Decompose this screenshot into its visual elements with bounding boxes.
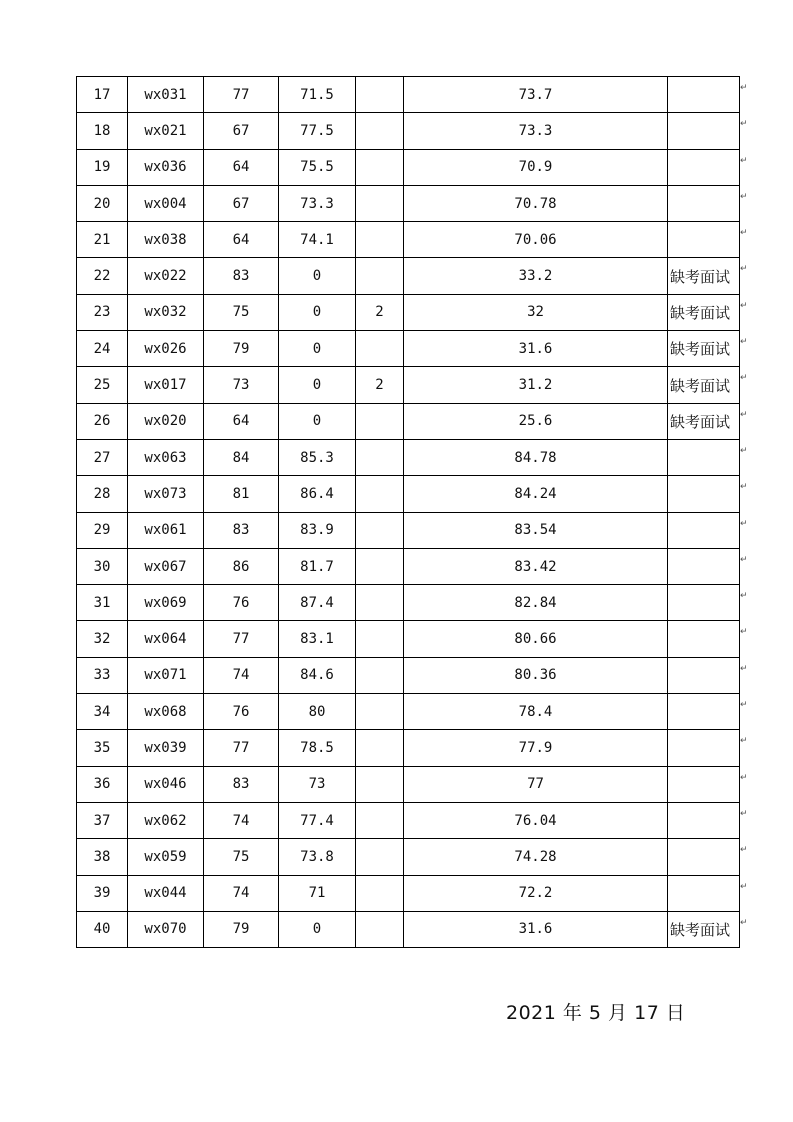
bonus-cell [356,548,404,584]
bonus-cell [356,875,404,911]
candidate-id-cell: wx061 [128,512,204,548]
table-row [77,331,740,367]
total-score-cell: 70.06 [404,222,668,258]
candidate-id-cell: wx062 [128,802,204,838]
row-number-cell: 34 [77,694,128,730]
paragraph-mark-icon: ↵ [740,772,748,783]
total-score-cell: 70.9 [404,149,668,185]
table-row [77,585,740,621]
row-number-cell: 22 [77,258,128,294]
interview-score-cell: 78.5 [279,730,356,766]
table-row [77,548,740,584]
written-score-cell: 86 [204,548,279,584]
total-score-cell: 32 [404,294,668,330]
table-row [77,694,740,730]
interview-score-cell: 0 [279,331,356,367]
paragraph-mark-icon: ↵ [740,808,748,819]
written-score-cell: 64 [204,403,279,439]
candidate-id-cell: wx067 [128,548,204,584]
paragraph-mark-icon: ↵ [740,736,748,747]
written-score-cell: 64 [204,222,279,258]
bonus-cell [356,185,404,221]
interview-score-cell: 87.4 [279,585,356,621]
bonus-cell [356,766,404,802]
interview-score-cell: 0 [279,403,356,439]
total-score-cell: 31.6 [404,911,668,947]
candidate-id-cell: wx021 [128,113,204,149]
paragraph-mark-icon: ↵ [740,482,748,493]
table-row [77,185,740,221]
table-row [77,766,740,802]
written-score-cell: 74 [204,802,279,838]
candidate-id-cell: wx059 [128,839,204,875]
total-score-cell: 33.2 [404,258,668,294]
table-row [77,258,740,294]
row-number-cell: 29 [77,512,128,548]
bonus-cell [356,585,404,621]
total-score-cell: 78.4 [404,694,668,730]
remark-cell [668,657,740,693]
paragraph-mark-icon: ↵ [740,627,748,638]
written-score-cell: 79 [204,331,279,367]
candidate-id-cell: wx020 [128,403,204,439]
interview-score-cell: 81.7 [279,548,356,584]
row-number-cell: 38 [77,839,128,875]
paragraph-mark-icon: ↵ [740,663,748,674]
table-row [77,839,740,875]
table-row [77,439,740,475]
row-number-cell: 28 [77,476,128,512]
row-number-cell: 27 [77,439,128,475]
interview-score-cell: 71.5 [279,77,356,113]
row-number-cell: 32 [77,621,128,657]
written-score-cell: 75 [204,294,279,330]
interview-score-cell: 83.9 [279,512,356,548]
remark-cell: 缺考面试 [668,911,740,947]
table-row [77,149,740,185]
paragraph-mark-icon: ↵ [740,554,748,565]
bonus-cell [356,621,404,657]
remark-cell [668,548,740,584]
paragraph-marks [740,76,754,947]
remark-cell: 缺考面试 [668,367,740,403]
table-row [77,657,740,693]
table-row [77,77,740,113]
bonus-cell [356,439,404,475]
document-date: 2021 年 5 月 17 日 [506,1002,686,1024]
total-score-cell: 73.3 [404,113,668,149]
bonus-cell [356,657,404,693]
interview-score-cell: 0 [279,367,356,403]
interview-score-cell: 77.5 [279,113,356,149]
remark-cell [668,875,740,911]
remark-cell [668,694,740,730]
written-score-cell: 76 [204,585,279,621]
interview-score-cell: 86.4 [279,476,356,512]
written-score-cell: 67 [204,113,279,149]
table-row [77,730,740,766]
written-score-cell: 83 [204,258,279,294]
total-score-cell: 84.78 [404,439,668,475]
candidate-id-cell: wx039 [128,730,204,766]
remark-cell [668,512,740,548]
total-score-cell: 80.66 [404,621,668,657]
paragraph-mark-icon: ↵ [740,191,748,202]
paragraph-mark-icon: ↵ [740,409,748,420]
table-row [77,294,740,330]
written-score-cell: 74 [204,657,279,693]
bonus-cell [356,839,404,875]
candidate-id-cell: wx036 [128,149,204,185]
total-score-cell: 76.04 [404,802,668,838]
candidate-id-cell: wx017 [128,367,204,403]
total-score-cell: 84.24 [404,476,668,512]
bonus-cell [356,694,404,730]
table-row [77,367,740,403]
candidate-id-cell: wx046 [128,766,204,802]
bonus-cell [356,222,404,258]
remark-cell [668,222,740,258]
interview-score-cell: 71 [279,875,356,911]
paragraph-mark-icon: ↵ [740,700,748,711]
remark-cell [668,766,740,802]
total-score-cell: 31.2 [404,367,668,403]
interview-score-cell: 83.1 [279,621,356,657]
interview-score-cell: 74.1 [279,222,356,258]
bonus-cell [356,476,404,512]
written-score-cell: 77 [204,621,279,657]
bonus-cell [356,149,404,185]
remark-cell: 缺考面试 [668,403,740,439]
bonus-cell [356,512,404,548]
candidate-id-cell: wx022 [128,258,204,294]
remark-cell [668,802,740,838]
row-number-cell: 36 [77,766,128,802]
written-score-cell: 81 [204,476,279,512]
table-row [77,113,740,149]
row-number-cell: 37 [77,802,128,838]
bonus-cell [356,730,404,766]
row-number-cell: 35 [77,730,128,766]
candidate-id-cell: wx071 [128,657,204,693]
table-row [77,222,740,258]
row-number-cell: 18 [77,113,128,149]
paragraph-mark-icon: ↵ [740,83,748,93]
paragraph-mark-icon: ↵ [740,264,748,275]
interview-score-cell: 73.8 [279,839,356,875]
total-score-cell: 73.7 [404,77,668,113]
written-score-cell: 83 [204,512,279,548]
total-score-cell: 31.6 [404,331,668,367]
paragraph-mark-icon: ↵ [740,845,748,856]
paragraph-mark-icon: ↵ [740,881,748,892]
interview-score-cell: 73.3 [279,185,356,221]
total-score-cell: 77.9 [404,730,668,766]
paragraph-mark-icon: ↵ [740,591,748,602]
total-score-cell: 77 [404,766,668,802]
paragraph-mark-icon: ↵ [740,155,748,166]
row-number-cell: 20 [77,185,128,221]
candidate-id-cell: wx070 [128,911,204,947]
candidate-id-cell: wx069 [128,585,204,621]
remark-cell [668,585,740,621]
interview-score-cell: 75.5 [279,149,356,185]
interview-score-cell: 73 [279,766,356,802]
remark-cell [668,476,740,512]
row-number-cell: 21 [77,222,128,258]
candidate-id-cell: wx063 [128,439,204,475]
candidate-id-cell: wx064 [128,621,204,657]
written-score-cell: 76 [204,694,279,730]
row-number-cell: 23 [77,294,128,330]
bonus-cell: 2 [356,367,404,403]
written-score-cell: 75 [204,839,279,875]
candidate-id-cell: wx026 [128,331,204,367]
table-row [77,621,740,657]
row-number-cell: 24 [77,331,128,367]
interview-score-cell: 0 [279,294,356,330]
table-row [77,911,740,947]
written-score-cell: 73 [204,367,279,403]
written-score-cell: 64 [204,149,279,185]
remark-cell [668,113,740,149]
table-row [77,875,740,911]
remark-cell: 缺考面试 [668,294,740,330]
score-table [76,76,740,948]
paragraph-mark-icon: ↵ [740,337,748,348]
total-score-cell: 83.42 [404,548,668,584]
paragraph-mark-icon: ↵ [740,228,748,239]
written-score-cell: 77 [204,77,279,113]
total-score-cell: 25.6 [404,403,668,439]
candidate-id-cell: wx032 [128,294,204,330]
table-row [77,403,740,439]
bonus-cell [356,403,404,439]
remark-cell: 缺考面试 [668,331,740,367]
row-number-cell: 25 [77,367,128,403]
row-number-cell: 26 [77,403,128,439]
table-row [77,802,740,838]
candidate-id-cell: wx031 [128,77,204,113]
bonus-cell [356,113,404,149]
total-score-cell: 70.78 [404,185,668,221]
bonus-cell [356,911,404,947]
paragraph-mark-icon: ↵ [740,373,748,384]
candidate-id-cell: wx044 [128,875,204,911]
row-number-cell: 33 [77,657,128,693]
row-number-cell: 40 [77,911,128,947]
paragraph-mark-icon: ↵ [740,300,748,311]
bonus-cell: 2 [356,294,404,330]
remark-cell [668,621,740,657]
written-score-cell: 83 [204,766,279,802]
bonus-cell [356,802,404,838]
remark-cell: 缺考面试 [668,258,740,294]
interview-score-cell: 80 [279,694,356,730]
total-score-cell: 80.36 [404,657,668,693]
total-score-cell: 82.84 [404,585,668,621]
row-number-cell: 30 [77,548,128,584]
bonus-cell [356,331,404,367]
total-score-cell: 72.2 [404,875,668,911]
row-number-cell: 17 [77,77,128,113]
candidate-id-cell: wx038 [128,222,204,258]
remark-cell [668,185,740,221]
row-number-cell: 31 [77,585,128,621]
total-score-cell: 74.28 [404,839,668,875]
table-row [77,512,740,548]
interview-score-cell: 0 [279,258,356,294]
remark-cell [668,149,740,185]
bonus-cell [356,258,404,294]
remark-cell [668,439,740,475]
written-score-cell: 74 [204,875,279,911]
interview-score-cell: 84.6 [279,657,356,693]
paragraph-mark-icon: ↵ [740,119,748,130]
remark-cell [668,77,740,113]
total-score-cell: 83.54 [404,512,668,548]
row-number-cell: 39 [77,875,128,911]
table-row [77,476,740,512]
remark-cell [668,730,740,766]
candidate-id-cell: wx073 [128,476,204,512]
written-score-cell: 67 [204,185,279,221]
written-score-cell: 79 [204,911,279,947]
row-number-cell: 19 [77,149,128,185]
paragraph-mark-icon: ↵ [740,445,748,456]
bonus-cell [356,77,404,113]
paragraph-mark-icon: ↵ [740,518,748,529]
interview-score-cell: 77.4 [279,802,356,838]
paragraph-mark-icon: ↵ [740,917,748,928]
interview-score-cell: 0 [279,911,356,947]
written-score-cell: 77 [204,730,279,766]
candidate-id-cell: wx004 [128,185,204,221]
candidate-id-cell: wx068 [128,694,204,730]
interview-score-cell: 85.3 [279,439,356,475]
written-score-cell: 84 [204,439,279,475]
remark-cell [668,839,740,875]
